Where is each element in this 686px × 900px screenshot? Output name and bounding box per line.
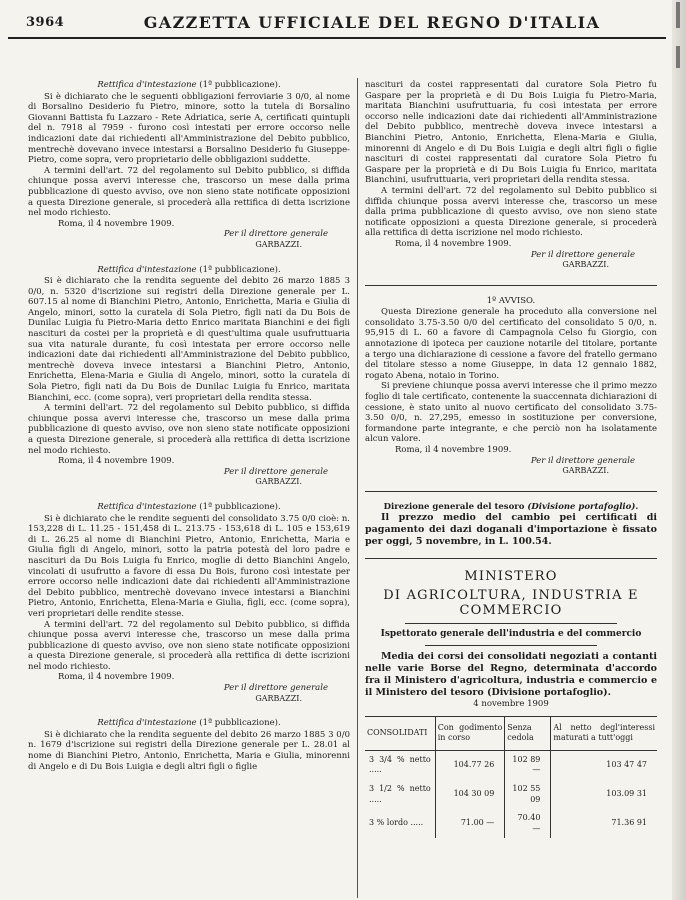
separator [365, 285, 657, 286]
notice-heading: Rettifica d'intestazione (1ª pubblicazione). [97, 80, 281, 90]
column-header: Al netto degl'interessi maturati a tutt'oggi [551, 716, 657, 750]
value-netto: 103.09 31 [551, 780, 657, 809]
ministero-title: MINISTERO [464, 569, 558, 585]
notice-text: Si è dichiarato che le seguenti obbligazioni ferroviarie 3 0/0, al nome di Borsalino Desiderio fu Pietro, minore, sotto la tutela di Borsalino Giovanni Battista fu Lazzaro - Rete Adriatica, serie A, certificati quintupli del n. 7918 al 7959 - furono così intestati per errore occorso nelle indicazioni date dai richiedenti all'Amministrazione del Debito pubblico, mentrechè dovevano invece intestarsi a Borsalino Desiderio fu Giuseppe-Pietro, come sopra, vero proprietario delle obbligazioni suddette. [28, 91, 350, 166]
signature-name: GARBAZZI. [562, 466, 609, 476]
consolidato-name: 3 % lordo ..... [369, 818, 424, 828]
signature-name: GARBAZZI. [562, 260, 609, 270]
notice-closing: A termini dell'art. 72 del regolamento sul Debito pubblico, si diffida chiunque possa avervi interesse che, trascorso un mese dalla prima pubblicazione di questo avviso, ove non sieno state notificate opposizioni a questa Direzione generale, si procederà alla rettifica di detta iscrizione nel modo richiesto. [28, 403, 350, 456]
table-row [365, 750, 657, 780]
avviso-text-2: Si previene chiunque possa avervi interesse che il primo mezzo foglio di tale certificato, contenente la suaccennata dichiarazioni di cessione, è stato unito al nuovo certificato del consolidato 3.75-3.50 0/0, n. 27,295, emesso in sostituzione per conversione, formandone parte integrante, e che perciò non ha isolatamente alcun valore. [365, 381, 657, 445]
notice-closing: A termini dell'art. 72 del regolamento sul Debito pubblico, si diffida chiunque possa avervi interesse che, trascorso un mese dalla prima pubblicazione di questo avviso, ove non sieno state notificate opposizioni a questa Direzione generale, si procederà alla rettifica di dette iscrizioni nel modo richiesto. [28, 619, 350, 672]
column-divider [357, 78, 358, 898]
signature-name: GARBAZZI. [255, 693, 302, 703]
ministero-intro: Media dei corsi dei consolidati negoziati a contanti nelle varie Borse del Regno, determinata d'accordo fra il Ministero d'agricoltura, industria e commercio e il Ministero del tesoro (Divisione portafoglio). [365, 650, 657, 698]
notice-text: Si è dichiarato che la rendita seguente del debito 26 marzo 1885 3 0/0 n. 1679 d'iscrizione sui registri della Direzione generale per L. 28.01 al nome di Bianchini Pietro, Antonio, Enrichetta, Maria e Giulia, minorenni di Angelo e di Du Bois Luigia e degli altri figli o figlie [28, 729, 350, 772]
notice-date: Roma, il 4 novembre 1909. [395, 238, 512, 249]
tesoro-heading: Direzione generale del tesoro (Divisione portafoglio). [383, 501, 639, 512]
page-edge [672, 0, 686, 900]
column-header: Senza cedola [505, 716, 551, 750]
avviso-notice [365, 296, 657, 477]
tesoro-notice [365, 502, 657, 549]
table-row [365, 809, 657, 838]
tesoro-text: Il prezzo medio del cambio pei certificati di pagamento dei dazi doganali d'importazione è fissato per oggi, 5 novembre, in L. 100.54. [365, 512, 657, 548]
table-header-row [365, 716, 657, 750]
ispettorato-heading: Ispettorato generale dell'industria e del commercio [380, 629, 642, 640]
separator [365, 558, 657, 559]
signature-line: Per il direttore generale [530, 249, 635, 260]
signature-line: Per il direttore generale [530, 455, 635, 466]
page-number: 3964 [26, 15, 65, 30]
table-row [365, 780, 657, 809]
value-corso: 104.77 26 [435, 750, 505, 780]
notice-closing: A termini dell'art. 72 del regolamento sul Debito pubblico si diffida chiunque possa avervi interesse che, trascorso un mese dalla prima pubblicazione di questo avviso, ove non sieno state notificate opposizioni a questa Direzione generale, si procederà alla rettifica di detta iscrizione nel modo richiesto. [365, 185, 657, 239]
value-senza-cedola: 102 89 — [505, 750, 551, 780]
notice-heading: Rettifica d'intestazione (1ª pubblicazione). [97, 718, 281, 729]
signature-line: Per il direttore generale [223, 466, 328, 477]
notice-date: Roma, il 4 novembre 1909. [58, 218, 175, 229]
signature-name: GARBAZZI. [255, 477, 302, 487]
value-senza-cedola: 70.40 — [505, 809, 551, 838]
consolidato-name: 3 3/4 % netto ..... [369, 754, 431, 775]
notice-text: Si è dichiarato che la rendita seguente del debito 26 marzo 1885 3 0/0, n. 5320 d'iscrizione sui registri della Direzione generale per L. 607.15 al nome di Bianchini Pietro, Antonio, Enrichetta, Maria e Giulia di Angelo, minori, sotto la curatela di Sola Pietro, figli nati da Du Bois de Dunilac Luigia fu Pietro-Maria detto Enrico maritata Bianchini e dei figli nascituri da costei per la proprietà e di quest'ultima quale usufruttuaria sua vita naturale durante, fu così intestata per errore occorso nelle indicazioni date dai richiedenti all'Amministrazione del Debito pubblico, mentrechè doveva invece intestarsi a Bianchini Pietro, Antonio, Enrichetta, Elena-Maria e Giulia di Angelo, minori, sotto la curatela di Sola Pietro, figli nati da Du Bois de Dunilac Luigia fu Enrico, maritata Bianchini, ecc. (come sopra), veri proprietari della rendita stessa. [28, 276, 350, 403]
right-column [365, 80, 657, 838]
signature-line: Per il direttore generale [223, 683, 328, 694]
notice-1 [28, 80, 350, 251]
notice-date: Roma, il 4 novembre 1909. [58, 456, 175, 467]
value-netto: 103 47 47 [551, 750, 657, 780]
notice-2 [28, 265, 350, 488]
value-netto: 71.36 91 [551, 809, 657, 838]
column-header: CONSOLIDATI [365, 716, 435, 750]
separator [425, 645, 597, 646]
consolidato-name: 3 1/2 % netto ..... [369, 783, 431, 804]
column-header: Con godimento in corso [435, 716, 505, 750]
notice-text: Si è dichiarato che le rendite seguenti del consolidato 3.75 0/0 cioè: n. 153,228 di L. 11.25 - 151,458 di L. 213.75 - 153,618 di L. 105 e 153,619 di L. 26.25 al nome di Bianchini Pietro, Antonio, Enrichetta, Maria e Giulia figli di Angelo, minori, sotto la patria potestà del loro padre e nascituri da Du Bois Luigia fu Enrico, moglie di detto Bianchini Angelo, vincolati di usufrutto a favore di essa Du Bois, furono così intestate per errore occorso nelle indicazioni date dai richiedenti all'Amministrazione del Debito pubblico, mentrechè dovevano invece intestarsi a Bianchini Pietro, Antonio, Enrichetta, Elena-Maria e Giulia, figli, ecc. (come sopra), veri proprietari delle rendite stesse. [28, 513, 350, 619]
signature-line: Per il direttore generale [223, 229, 328, 240]
notice-3 [28, 502, 350, 704]
ministero-date: 4 novembre 1909 [473, 698, 549, 709]
ministero-subtitle: DI AGRICOLTURA, INDUSTRIA E COMMERCIO [383, 588, 639, 619]
notice-date: Roma, il 4 novembre 1909. [58, 672, 175, 683]
avviso-date: Roma, il 4 novembre 1909. [395, 445, 512, 455]
separator [365, 491, 657, 492]
separator [405, 623, 617, 624]
notice-closing: A termini dell'art. 72 del regolamento sul Debito pubblico, si diffida chiunque possa avervi interesse che, trascorso un mese dalla prima pubblicazione di questo avviso, ove non sieno state notificate opposizioni a questa Direzione generale, si procederà alla rettifica di detta iscrizione nel modo richiesto. [28, 165, 350, 219]
consolidati-table [365, 716, 657, 839]
avviso-heading: 1º AVVISO. [486, 295, 536, 306]
signature-name: GARBAZZI. [255, 239, 302, 249]
value-corso: 104 30 09 [435, 780, 505, 809]
notice-4 [28, 718, 350, 772]
notice-4-continued [365, 80, 657, 271]
left-column [28, 80, 350, 772]
notice-heading: Rettifica d'intestazione (1ª pubblicazione). [97, 501, 281, 512]
notice-text: nascituri da costei rappresentati dal curatore Sola Pietro fu Gaspare per la proprietà e di Du Bois Luigia fu Pietro-Maria, maritata Bianchini usufruttuaria, fu così intestata per errore occorso nelle indicazioni date dai richiedenti all'Amministrazione del Debito pubblico, mentrechè doveva invece intestarsi a Bianchini Pietro, Antonio, Enrichetta, Elena-Maria e Giulia, minorenni di Angelo e di Du Bois Luigia e degli altri figli o figlie nascituri di costei rappresentati dal curatore Sola Pietro fu Gaspare per la proprietà e di Du Bois Luigia fu Enrico, maritata Bianchini, usufruttuaria, veri proprietari della rendita stessa. [365, 80, 657, 186]
page-header [8, 11, 666, 39]
value-corso: 71.00 — [435, 809, 505, 838]
avviso-text: Questa Direzione generale ha proceduto alla conversione nel consolidato 3.75-3.50 0/0 del certificato del consolidato 5 0/0, n. 95,915 di L. 60 a favore di Campagnola Celso fu Giorgio, con annotazione di ipoteca per cauzione notarile del titolare, portante a tergo una dichiarazione di cessione a favore del fratello germano del titolare stesso a nome Giuseppe, in data 12 gennaio 1882, rogato Abena, notaio in Torino. [365, 307, 657, 381]
value-senza-cedola: 102 55 09 [505, 780, 551, 809]
notice-heading: Rettifica d'intestazione (1ª pubblicazione). [97, 264, 281, 275]
ministero-section [365, 569, 657, 709]
page-title: GAZZETTA UFFICIALE DEL REGNO D'ITALIA [143, 13, 601, 32]
